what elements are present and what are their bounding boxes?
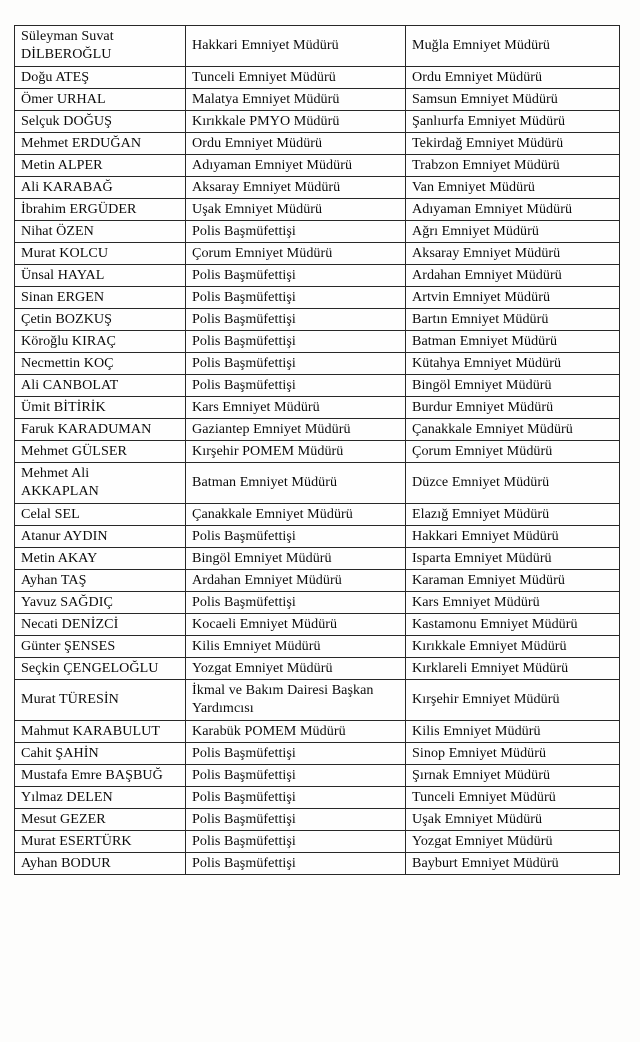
cell-previous-post: Polis Başmüfettişi bbox=[186, 743, 406, 765]
cell-new-post: Tekirdağ Emniyet Müdürü bbox=[406, 133, 620, 155]
cell-previous-post: Çanakkale Emniyet Müdürü bbox=[186, 504, 406, 526]
cell-name: İbrahim ERGÜDER bbox=[15, 199, 186, 221]
cell-new-post: Burdur Emniyet Müdürü bbox=[406, 397, 620, 419]
cell-name: Celal SEL bbox=[15, 504, 186, 526]
cell-new-post: Tunceli Emniyet Müdürü bbox=[406, 787, 620, 809]
cell-new-post: Kilis Emniyet Müdürü bbox=[406, 721, 620, 743]
table-row bbox=[15, 636, 620, 658]
cell-name: Faruk KARADUMAN bbox=[15, 419, 186, 441]
table-row bbox=[15, 331, 620, 353]
cell-name: Çetin BOZKUŞ bbox=[15, 309, 186, 331]
table-row bbox=[15, 265, 620, 287]
table-row bbox=[15, 199, 620, 221]
cell-previous-post: Polis Başmüfettişi bbox=[186, 831, 406, 853]
cell-previous-post: Polis Başmüfettişi bbox=[186, 221, 406, 243]
cell-name: Murat TÜRESİN bbox=[15, 680, 186, 721]
table-row bbox=[15, 89, 620, 111]
table-row bbox=[15, 309, 620, 331]
cell-new-post: Uşak Emniyet Müdürü bbox=[406, 809, 620, 831]
cell-previous-post: Çorum Emniyet Müdürü bbox=[186, 243, 406, 265]
cell-previous-post: Gaziantep Emniyet Müdürü bbox=[186, 419, 406, 441]
cell-new-post: Bartın Emniyet Müdürü bbox=[406, 309, 620, 331]
cell-previous-post: Polis Başmüfettişi bbox=[186, 809, 406, 831]
table-row bbox=[15, 592, 620, 614]
cell-new-post: Isparta Emniyet Müdürü bbox=[406, 548, 620, 570]
cell-name: Nihat ÖZEN bbox=[15, 221, 186, 243]
cell-previous-post: Hakkari Emniyet Müdürü bbox=[186, 26, 406, 67]
appointment-table bbox=[14, 25, 620, 875]
table-row bbox=[15, 155, 620, 177]
cell-name: Sinan ERGEN bbox=[15, 287, 186, 309]
cell-new-post: Kırklareli Emniyet Müdürü bbox=[406, 658, 620, 680]
cell-previous-post: Yozgat Emniyet Müdürü bbox=[186, 658, 406, 680]
table-row bbox=[15, 787, 620, 809]
table-row bbox=[15, 463, 620, 504]
table-row bbox=[15, 853, 620, 875]
cell-name: Ünsal HAYAL bbox=[15, 265, 186, 287]
cell-previous-post: Polis Başmüfettişi bbox=[186, 592, 406, 614]
cell-name: Atanur AYDIN bbox=[15, 526, 186, 548]
cell-previous-post: Kocaeli Emniyet Müdürü bbox=[186, 614, 406, 636]
cell-new-post: Muğla Emniyet Müdürü bbox=[406, 26, 620, 67]
table-row bbox=[15, 441, 620, 463]
cell-new-post: Şırnak Emniyet Müdürü bbox=[406, 765, 620, 787]
cell-previous-post: Batman Emniyet Müdürü bbox=[186, 463, 406, 504]
cell-new-post: Çanakkale Emniyet Müdürü bbox=[406, 419, 620, 441]
table-row bbox=[15, 658, 620, 680]
cell-new-post: Yozgat Emniyet Müdürü bbox=[406, 831, 620, 853]
cell-new-post: Kastamonu Emniyet Müdürü bbox=[406, 614, 620, 636]
cell-name: Murat KOLCU bbox=[15, 243, 186, 265]
cell-name: Köroğlu KIRAÇ bbox=[15, 331, 186, 353]
cell-previous-post: Tunceli Emniyet Müdürü bbox=[186, 67, 406, 89]
cell-name: Necati DENİZCİ bbox=[15, 614, 186, 636]
cell-name: Metin ALPER bbox=[15, 155, 186, 177]
table-row bbox=[15, 133, 620, 155]
cell-previous-post: İkmal ve Bakım Dairesi Başkan Yardımcısı bbox=[186, 680, 406, 721]
table-row bbox=[15, 177, 620, 199]
cell-previous-post: Polis Başmüfettişi bbox=[186, 331, 406, 353]
cell-name: Ayhan BODUR bbox=[15, 853, 186, 875]
cell-new-post: Kütahya Emniyet Müdürü bbox=[406, 353, 620, 375]
appointment-table-container bbox=[14, 25, 619, 875]
cell-previous-post: Polis Başmüfettişi bbox=[186, 765, 406, 787]
cell-previous-post: Karabük POMEM Müdürü bbox=[186, 721, 406, 743]
table-row bbox=[15, 67, 620, 89]
cell-new-post: Bayburt Emniyet Müdürü bbox=[406, 853, 620, 875]
cell-new-post: Karaman Emniyet Müdürü bbox=[406, 570, 620, 592]
appointment-table-body bbox=[15, 26, 620, 875]
cell-new-post: Kars Emniyet Müdürü bbox=[406, 592, 620, 614]
table-row bbox=[15, 765, 620, 787]
cell-name: Necmettin KOÇ bbox=[15, 353, 186, 375]
table-row bbox=[15, 504, 620, 526]
table-row bbox=[15, 243, 620, 265]
cell-name: Mehmet Ali AKKAPLAN bbox=[15, 463, 186, 504]
cell-previous-post: Polis Başmüfettişi bbox=[186, 853, 406, 875]
cell-previous-post: Ordu Emniyet Müdürü bbox=[186, 133, 406, 155]
cell-name: Ümit BİTİRİK bbox=[15, 397, 186, 419]
cell-previous-post: Polis Başmüfettişi bbox=[186, 287, 406, 309]
cell-name: Ali CANBOLAT bbox=[15, 375, 186, 397]
cell-name: Ali KARABAĞ bbox=[15, 177, 186, 199]
cell-previous-post: Polis Başmüfettişi bbox=[186, 353, 406, 375]
table-row bbox=[15, 111, 620, 133]
cell-name: Ayhan TAŞ bbox=[15, 570, 186, 592]
cell-new-post: Kırşehir Emniyet Müdürü bbox=[406, 680, 620, 721]
table-row bbox=[15, 614, 620, 636]
cell-new-post: Ağrı Emniyet Müdürü bbox=[406, 221, 620, 243]
cell-previous-post: Uşak Emniyet Müdürü bbox=[186, 199, 406, 221]
cell-name: Doğu ATEŞ bbox=[15, 67, 186, 89]
cell-new-post: Elazığ Emniyet Müdürü bbox=[406, 504, 620, 526]
cell-previous-post: Polis Başmüfettişi bbox=[186, 787, 406, 809]
table-row bbox=[15, 419, 620, 441]
table-row bbox=[15, 353, 620, 375]
table-row bbox=[15, 680, 620, 721]
cell-name: Murat ESERTÜRK bbox=[15, 831, 186, 853]
cell-new-post: Ordu Emniyet Müdürü bbox=[406, 67, 620, 89]
table-row bbox=[15, 375, 620, 397]
cell-new-post: Bingöl Emniyet Müdürü bbox=[406, 375, 620, 397]
table-row bbox=[15, 397, 620, 419]
cell-new-post: Düzce Emniyet Müdürü bbox=[406, 463, 620, 504]
cell-previous-post: Adıyaman Emniyet Müdürü bbox=[186, 155, 406, 177]
cell-previous-post: Polis Başmüfettişi bbox=[186, 526, 406, 548]
cell-previous-post: Polis Başmüfettişi bbox=[186, 265, 406, 287]
cell-previous-post: Bingöl Emniyet Müdürü bbox=[186, 548, 406, 570]
cell-previous-post: Polis Başmüfettişi bbox=[186, 375, 406, 397]
cell-name: Yılmaz DELEN bbox=[15, 787, 186, 809]
cell-new-post: Kırıkkale Emniyet Müdürü bbox=[406, 636, 620, 658]
cell-name: Mesut GEZER bbox=[15, 809, 186, 831]
cell-name: Metin AKAY bbox=[15, 548, 186, 570]
cell-new-post: Batman Emniyet Müdürü bbox=[406, 331, 620, 353]
cell-new-post: Şanlıurfa Emniyet Müdürü bbox=[406, 111, 620, 133]
cell-previous-post: Aksaray Emniyet Müdürü bbox=[186, 177, 406, 199]
cell-new-post: Adıyaman Emniyet Müdürü bbox=[406, 199, 620, 221]
cell-previous-post: Polis Başmüfettişi bbox=[186, 309, 406, 331]
cell-new-post: Hakkari Emniyet Müdürü bbox=[406, 526, 620, 548]
cell-name: Mehmet GÜLSER bbox=[15, 441, 186, 463]
cell-name: Seçkin ÇENGELOĞLU bbox=[15, 658, 186, 680]
table-row bbox=[15, 526, 620, 548]
cell-name: Günter ŞENSES bbox=[15, 636, 186, 658]
cell-previous-post: Kilis Emniyet Müdürü bbox=[186, 636, 406, 658]
cell-new-post: Trabzon Emniyet Müdürü bbox=[406, 155, 620, 177]
cell-new-post: Van Emniyet Müdürü bbox=[406, 177, 620, 199]
table-row bbox=[15, 548, 620, 570]
table-row bbox=[15, 743, 620, 765]
cell-name: Cahit ŞAHİN bbox=[15, 743, 186, 765]
table-row bbox=[15, 26, 620, 67]
cell-previous-post: Ardahan Emniyet Müdürü bbox=[186, 570, 406, 592]
cell-previous-post: Kars Emniyet Müdürü bbox=[186, 397, 406, 419]
cell-new-post: Sinop Emniyet Müdürü bbox=[406, 743, 620, 765]
cell-new-post: Artvin Emniyet Müdürü bbox=[406, 287, 620, 309]
table-row bbox=[15, 221, 620, 243]
cell-new-post: Samsun Emniyet Müdürü bbox=[406, 89, 620, 111]
cell-previous-post: Kırşehir POMEM Müdürü bbox=[186, 441, 406, 463]
cell-previous-post: Kırıkkale PMYO Müdürü bbox=[186, 111, 406, 133]
cell-name: Mahmut KARABULUT bbox=[15, 721, 186, 743]
cell-name: Selçuk DOĞUŞ bbox=[15, 111, 186, 133]
table-row bbox=[15, 831, 620, 853]
cell-name: Mustafa Emre BAŞBUĞ bbox=[15, 765, 186, 787]
cell-new-post: Çorum Emniyet Müdürü bbox=[406, 441, 620, 463]
cell-new-post: Ardahan Emniyet Müdürü bbox=[406, 265, 620, 287]
table-row bbox=[15, 287, 620, 309]
cell-name: Süleyman Suvat DİLBEROĞLU bbox=[15, 26, 186, 67]
cell-name: Yavuz SAĞDIÇ bbox=[15, 592, 186, 614]
cell-previous-post: Malatya Emniyet Müdürü bbox=[186, 89, 406, 111]
table-row bbox=[15, 570, 620, 592]
table-row bbox=[15, 721, 620, 743]
table-row bbox=[15, 809, 620, 831]
cell-name: Ömer URHAL bbox=[15, 89, 186, 111]
cell-new-post: Aksaray Emniyet Müdürü bbox=[406, 243, 620, 265]
cell-name: Mehmet ERDUĞAN bbox=[15, 133, 186, 155]
